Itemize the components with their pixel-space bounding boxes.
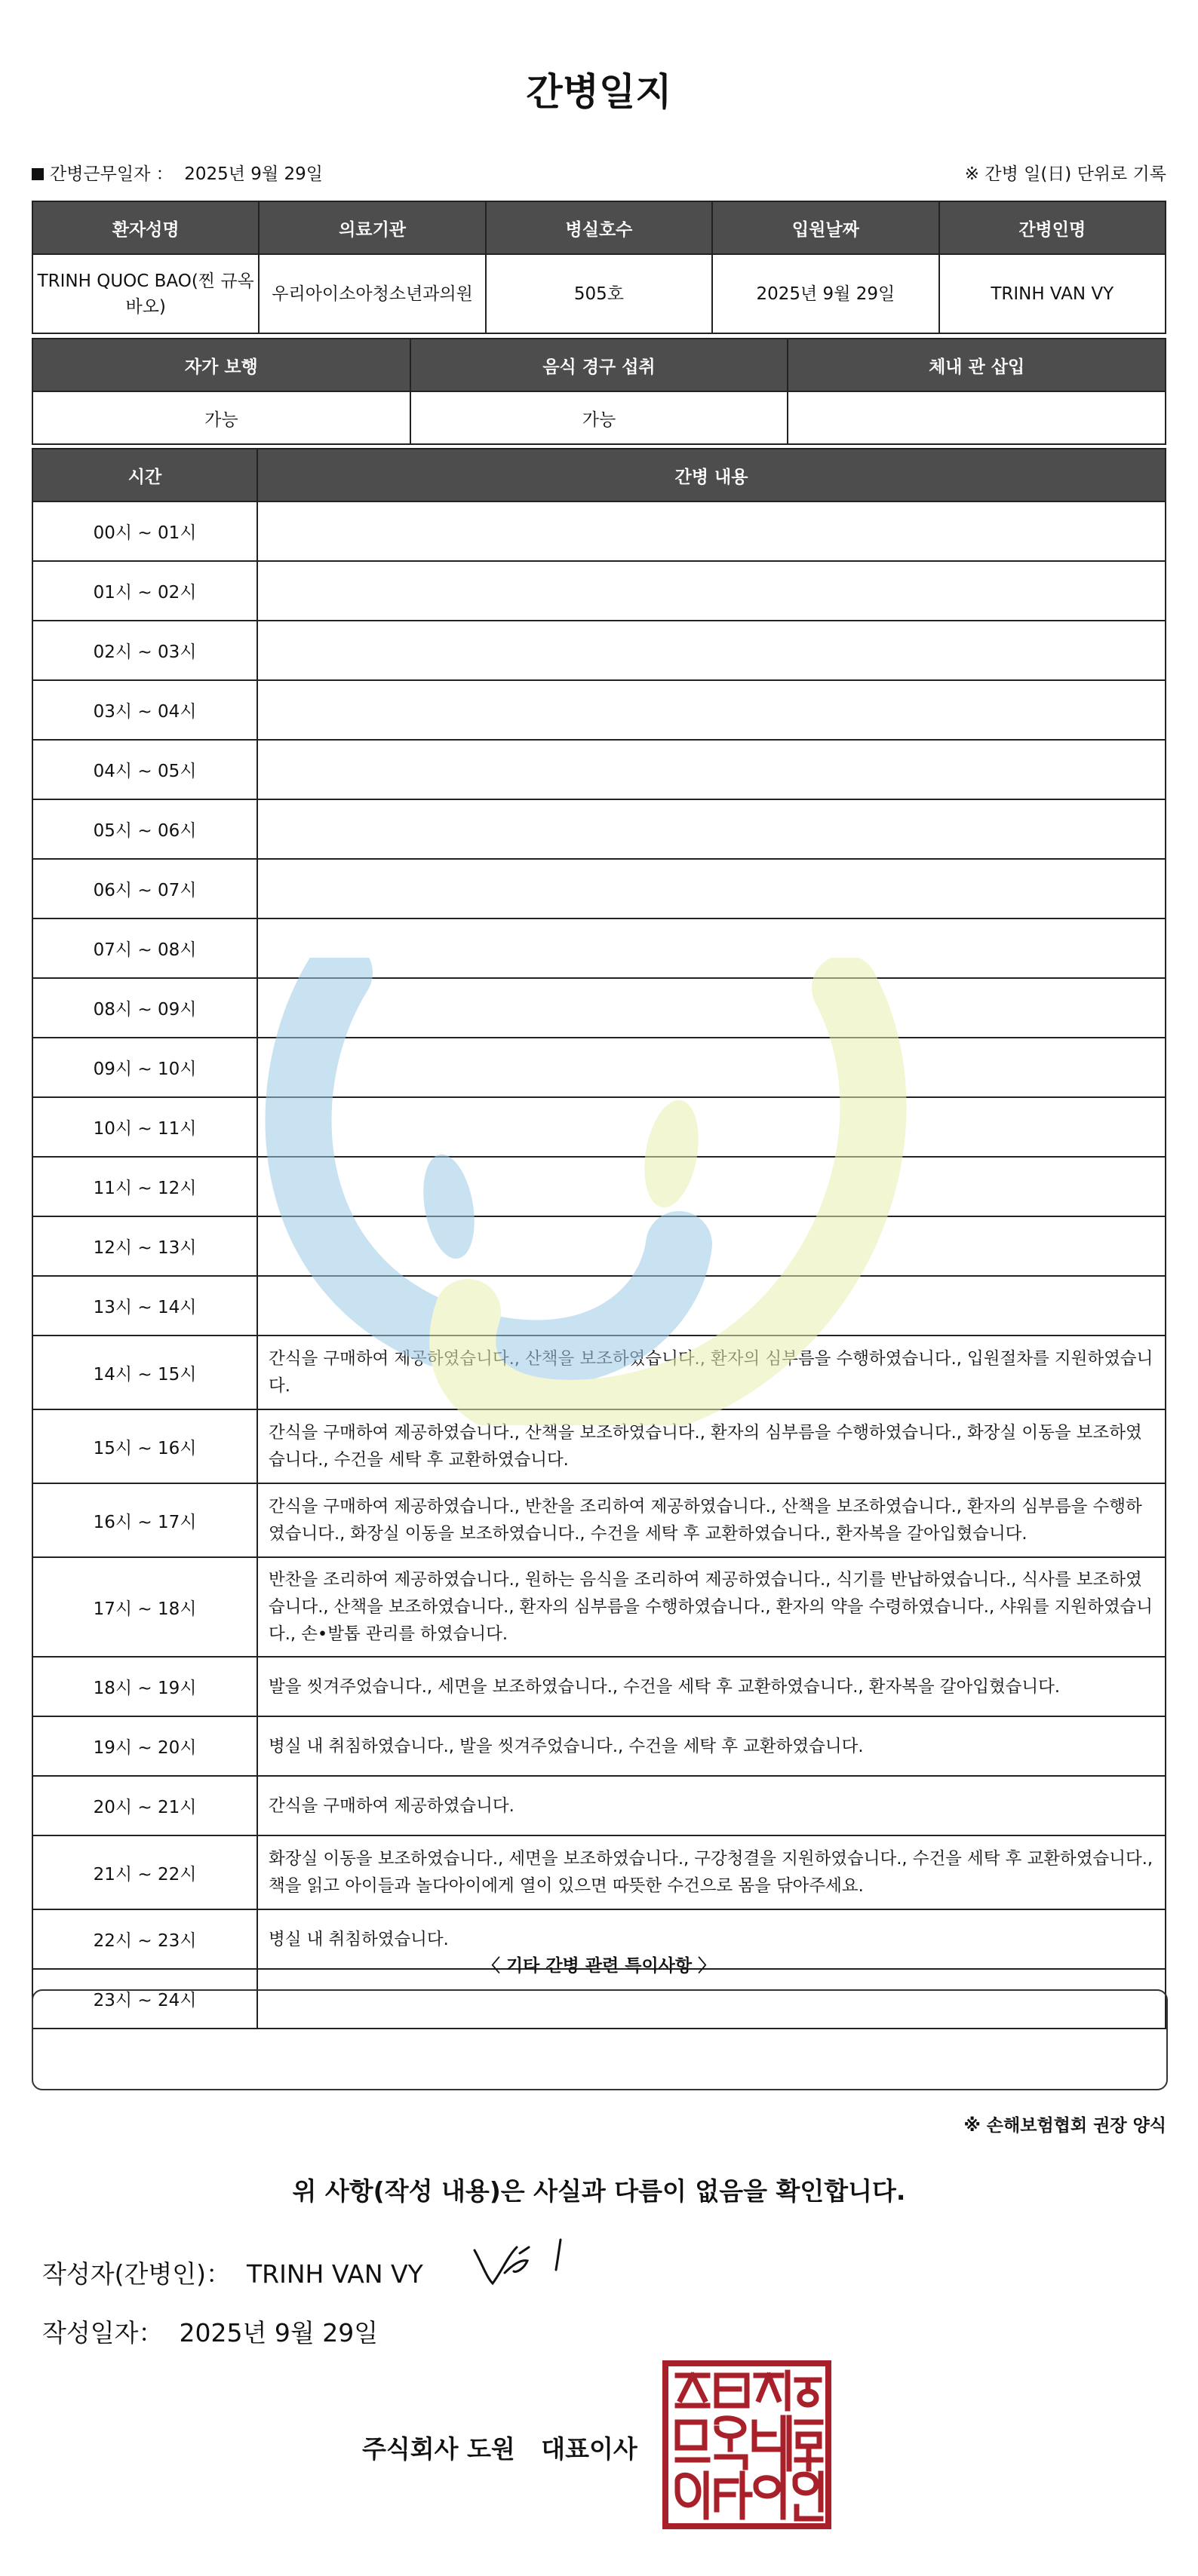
header-oral-intake: 음식 경구 섭취: [410, 339, 788, 391]
table-row: [32, 1657, 1166, 1716]
table-row: [32, 1336, 1166, 1409]
time-slot: 02시 ~ 03시: [32, 621, 257, 680]
care-content: [257, 978, 1166, 1038]
work-date-value: 2025년 9월 29일: [184, 164, 323, 184]
table-row: [32, 1216, 1166, 1276]
unit-note: ※ 간병 일(日) 단위로 기록: [964, 164, 1166, 184]
care-content: 간식을 구매하여 제공하였습니다.: [257, 1776, 1166, 1835]
care-content: [257, 918, 1166, 978]
care-content: [257, 1216, 1166, 1276]
care-log-body: [32, 501, 1166, 2029]
writer-name: TRINH VAN VY: [247, 2259, 423, 2289]
care-content: [257, 740, 1166, 799]
patient-name: TRINH QUOC BAO(찐 규옥바오): [32, 254, 259, 333]
time-slot: 18시 ~ 19시: [32, 1657, 257, 1716]
patient-info-table: [32, 201, 1166, 334]
time-slot: 00시 ~ 01시: [32, 501, 257, 561]
signature-icon: [472, 2234, 577, 2294]
time-slot: 09시 ~ 10시: [32, 1038, 257, 1097]
time-slot: 21시 ~ 22시: [32, 1835, 257, 1909]
time-slot: 20시 ~ 21시: [32, 1776, 257, 1835]
write-date-line: [42, 2314, 378, 2349]
confirmation-statement: 위 사항(작성 내용)은 사실과 다름이 없음을 확인합니다.: [292, 2176, 906, 2206]
care-log-table: [32, 448, 1166, 2029]
writer-line: [42, 2255, 423, 2290]
caregiver-name: TRINH VAN VY: [939, 254, 1166, 333]
time-slot: 07시 ~ 08시: [32, 918, 257, 978]
square-bullet-icon: [32, 168, 44, 180]
time-slot: 01시 ~ 02시: [32, 561, 257, 621]
table-row: [32, 1776, 1166, 1835]
table-row: [32, 1835, 1166, 1909]
notes-title: 〈 기타 간병 관련 특이사항 〉: [482, 1956, 716, 1976]
table-row: [32, 561, 1166, 621]
care-content: 발을 씻겨주었습니다., 세면을 보조하였습니다., 수건을 세탁 후 교환하였습니다., 환자복을 갈아입혔습니다.: [257, 1657, 1166, 1716]
table-row: [32, 740, 1166, 799]
table-row: [32, 859, 1166, 918]
table-row: [32, 1097, 1166, 1157]
table-row: [32, 799, 1166, 859]
header-room: 병실호수: [486, 201, 712, 254]
table-row: [32, 1157, 1166, 1216]
header-self-walking: 자가 보행: [32, 339, 410, 391]
table-row: [32, 501, 1166, 561]
company-seal-icon: [661, 2359, 833, 2531]
table-row: [32, 621, 1166, 680]
care-content: 간식을 구매하여 제공하였습니다., 산책을 보조하였습니다., 환자의 심부름을 수행하였습니다., 입원절차를 지원하였습니다.: [257, 1336, 1166, 1409]
care-content: [257, 799, 1166, 859]
table-row: [32, 1483, 1166, 1557]
self-walking-value: 가능: [32, 391, 410, 444]
time-slot: 05시 ~ 06시: [32, 799, 257, 859]
care-content: 화장실 이동을 보조하였습니다., 세면을 보조하였습니다., 구강청결을 지원하였습니다., 수건을 세탁 후 교환하였습니다., 책을 읽고 아이들과 놀다아이에게 열이 있으면 따뜻한 수건으로 몸을 닦아주세요.: [257, 1835, 1166, 1909]
header-tube-insertion: 체내 관 삽입: [788, 339, 1166, 391]
care-content: [257, 1038, 1166, 1097]
time-slot: 23시 ~ 24시: [32, 1969, 257, 2029]
association-note: ※ 손해보험협회 권장 양식: [963, 2116, 1166, 2136]
tube-insertion-value: [788, 391, 1166, 444]
care-content: [257, 501, 1166, 561]
care-content: 병실 내 취침하였습니다., 발을 씻겨주었습니다., 수건을 세탁 후 교환하였습니다.: [257, 1716, 1166, 1776]
admission-date: 2025년 9월 29일: [712, 254, 938, 333]
table-row: [32, 680, 1166, 740]
care-content: [257, 859, 1166, 918]
header-care-content: 간병 내용: [257, 449, 1166, 501]
care-content: [257, 621, 1166, 680]
oral-intake-value: 가능: [410, 391, 788, 444]
time-slot: 03시 ~ 04시: [32, 680, 257, 740]
care-content: [257, 1157, 1166, 1216]
writer-label: 작성자(간병인)：: [42, 2259, 232, 2289]
care-content: 병실 내 취침하였습니다.: [257, 1909, 1166, 1969]
time-slot: 15시 ~ 16시: [32, 1409, 257, 1483]
header-hospital: 의료기관: [259, 201, 485, 254]
care-content: [257, 561, 1166, 621]
table-row: [32, 918, 1166, 978]
time-slot: 11시 ~ 12시: [32, 1157, 257, 1216]
table-row: [32, 1557, 1166, 1657]
time-slot: 13시 ~ 14시: [32, 1276, 257, 1336]
care-content: [257, 1097, 1166, 1157]
page-title: 간병일지: [526, 70, 672, 114]
time-slot: 10시 ~ 11시: [32, 1097, 257, 1157]
header-caregiver-name: 간병인명: [939, 201, 1166, 254]
time-slot: 19시 ~ 20시: [32, 1716, 257, 1776]
time-slot: 04시 ~ 05시: [32, 740, 257, 799]
work-date-label: 간병근무일자 ：: [50, 164, 174, 184]
care-content: 반찬을 조리하여 제공하였습니다., 원하는 음식을 조리하여 제공하였습니다., 식기를 반납하였습니다., 식사를 보조하였습니다., 산책을 보조하였습니다., 환자의 심부름을 수행하였습니다., 환자의 약을 수령하였습니다., 샤워를 지원하였습니다., 손•발톱 관리를 하였습니다.: [257, 1557, 1166, 1657]
table-row: [32, 1716, 1166, 1776]
company-name: 주식회사 도원 대표이사: [362, 2434, 637, 2464]
table-row: [32, 978, 1166, 1038]
care-content: [257, 1276, 1166, 1336]
table-row: [32, 1276, 1166, 1336]
time-slot: 06시 ~ 07시: [32, 859, 257, 918]
write-date-value: 2025년 9월 29일: [179, 2318, 379, 2348]
header-time: 시간: [32, 449, 257, 501]
care-content: [257, 680, 1166, 740]
room-number: 505호: [486, 254, 712, 333]
care-content: 간식을 구매하여 제공하였습니다., 산책을 보조하였습니다., 환자의 심부름을 수행하였습니다., 화장실 이동을 보조하였습니다., 수건을 세탁 후 교환하였습니다.: [257, 1409, 1166, 1483]
table-row: [32, 1409, 1166, 1483]
patient-ability-table: [32, 338, 1166, 445]
header-admission-date: 입원날짜: [712, 201, 938, 254]
header-patient-name: 환자성명: [32, 201, 259, 254]
time-slot: 14시 ~ 15시: [32, 1336, 257, 1409]
write-date-label: 작성일자：: [42, 2318, 164, 2348]
work-date: [32, 160, 323, 185]
time-slot: 08시 ~ 09시: [32, 978, 257, 1038]
time-slot: 22시 ~ 23시: [32, 1909, 257, 1969]
time-slot: 16시 ~ 17시: [32, 1483, 257, 1557]
table-row: [32, 1038, 1166, 1097]
time-slot: 17시 ~ 18시: [32, 1557, 257, 1657]
time-slot: 12시 ~ 13시: [32, 1216, 257, 1276]
care-content: 간식을 구매하여 제공하였습니다., 반찬을 조리하여 제공하였습니다., 산책을 보조하였습니다., 환자의 심부름을 수행하였습니다., 화장실 이동을 보조하였습니다., 수건을 세탁 후 교환하였습니다., 환자복을 갈아입혔습니다.: [257, 1483, 1166, 1557]
notes-box: [32, 1989, 1168, 2090]
hospital-name: 우리아이소아청소년과의원: [259, 254, 485, 333]
